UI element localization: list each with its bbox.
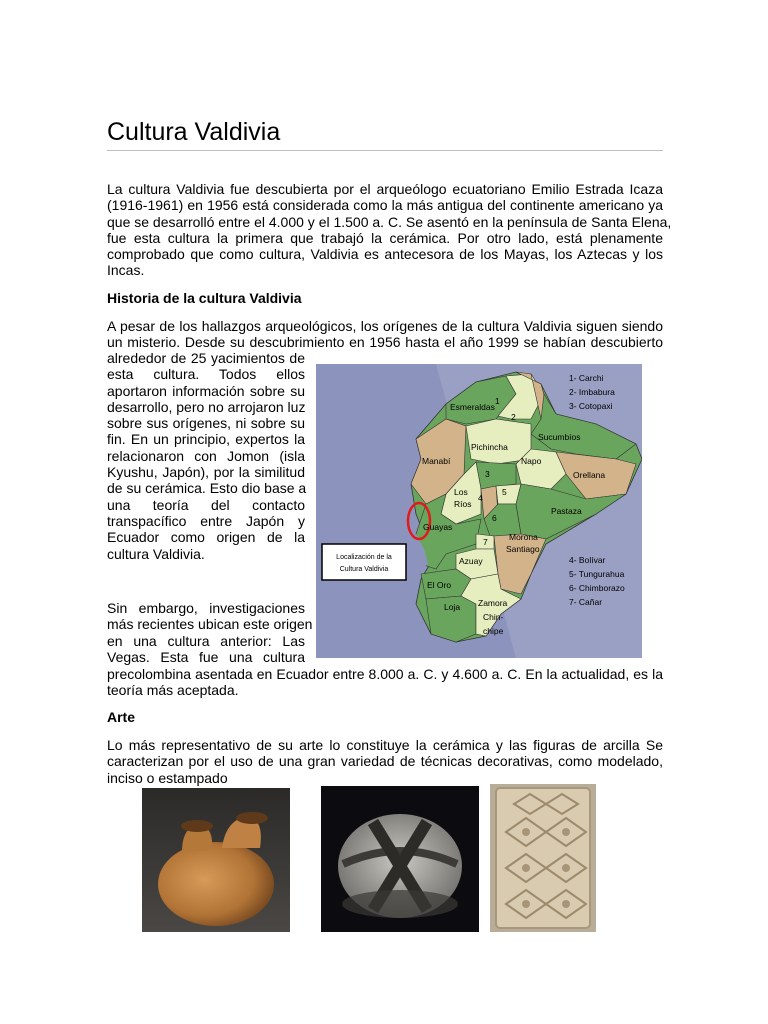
pottery-photo	[142, 788, 290, 932]
arte-line: caracterizan por el uso de una gran variedad de técnicas decorativas, como modelado,	[107, 753, 663, 770]
label-num-1: 1	[495, 396, 500, 406]
historia-line: sobre sus orígenes, ni sobre su	[107, 415, 305, 432]
historia-line: en una cultura anterior: Las	[107, 632, 305, 649]
label-loja: Loja	[444, 602, 461, 612]
legend-item: 1- Carchi	[569, 373, 604, 383]
historia-paragraph-end	[107, 666, 663, 699]
label-los-rios: Ríos	[454, 499, 472, 509]
page-title: Cultura Valdivia	[107, 118, 663, 151]
ecuador-map-graphic	[316, 364, 642, 658]
intro-line: fue esta cultura la primera que trabajó la cerámica. Por otro lado, está plenamente	[107, 229, 663, 246]
historia-heading: Historia de la cultura Valdivia	[107, 290, 302, 306]
historia-line: desarrollo, pero no arrojaron luz	[107, 398, 306, 415]
stamped-tablet-image	[490, 784, 596, 932]
historia-line: teoría más aceptada.	[107, 682, 239, 699]
historia-line: una teoría del contacto	[107, 496, 305, 513]
historia-wrap-text	[107, 350, 305, 562]
historia-line: más recientes ubican este origen	[107, 616, 313, 633]
legend-item: 2- Imbabura	[569, 387, 615, 397]
historia-line: cultura Valdivia.	[107, 545, 205, 562]
historia-line: transpacífico entre Japón y	[107, 512, 305, 529]
historia-line: Kyushu, Japón), por la similitud	[107, 464, 305, 481]
historia-line: precolombina asentada en Ecuador entre 8.000 a. C. y 4.600 a. C. En la actualidad, es la	[107, 666, 663, 682]
historia-line: aportaron información sobre su	[107, 382, 305, 399]
label-azuay: Azuay	[459, 556, 483, 566]
location-label-line: Cultura Valdivia	[339, 566, 389, 573]
historia-line: alrededor de 25 yacimientos de	[107, 350, 305, 366]
historia-line: fin. En un principio, expertos la	[107, 431, 305, 448]
intro-line: (1916-1961) en 1956 está considerada como la más antigua del continente americano ya	[107, 197, 663, 214]
historia-line: Sin embargo, investigaciones	[107, 600, 305, 616]
label-num-7: 7	[483, 537, 488, 547]
intro-line: La cultura Valdivia fue descubierta por el arqueólogo ecuatoriano Emilio Estrada Icaza	[107, 181, 663, 197]
label-napo: Napo	[521, 456, 542, 466]
label-morona-santiago: Morona	[509, 532, 538, 542]
historia-paragraph-top	[107, 318, 663, 351]
location-label-box	[322, 544, 406, 580]
label-guayas: Guayas	[423, 522, 453, 532]
label-pastaza: Pastaza	[551, 506, 582, 516]
intro-paragraph	[107, 181, 672, 279]
label-num-5: 5	[502, 487, 507, 497]
label-zamora: Chin-	[483, 612, 504, 622]
label-zamora: chipe	[483, 626, 504, 636]
arte-paragraph	[107, 737, 663, 786]
pottery-photo	[490, 784, 596, 932]
decorated-vessel-image	[321, 786, 479, 932]
label-zamora: Zamora	[478, 598, 508, 608]
legend-item: 3- Cotopaxi	[569, 401, 613, 411]
label-num-4: 4	[478, 493, 483, 503]
label-num-6: 6	[492, 513, 497, 523]
label-orellana: Orellana	[573, 470, 606, 480]
label-pichincha: Pichincha	[471, 442, 508, 452]
intro-line: Incas.	[107, 262, 145, 279]
clay-pot-image	[142, 788, 290, 932]
intro-line: que se desarrolló entre el 4.000 y el 1.500 a. C. Se asentó en la península de Santa Elena,	[107, 213, 672, 230]
arte-line: inciso o estampado	[107, 769, 228, 786]
label-esmeraldas: Esmeraldas	[450, 402, 495, 412]
historia-line: relacionaron con Jomon (isla	[107, 447, 305, 464]
label-los-rios: Los	[454, 487, 468, 497]
pottery-photo	[321, 786, 479, 932]
historia-wrap-text-2	[107, 600, 313, 665]
historia-line: un misterio. Desde su descubrimiento en 1956 hasta el año 1999 se habían descubierto	[107, 334, 663, 351]
legend-item: 5- Tungurahua	[569, 569, 625, 579]
label-morona-santiago: Santiago	[506, 544, 540, 554]
ecuador-map	[316, 364, 642, 658]
arte-line: Lo más representativo de su arte lo constituye la cerámica y las figuras de arcilla Se	[107, 737, 663, 753]
arte-heading: Arte	[107, 709, 136, 725]
label-num-2: 2	[511, 412, 516, 422]
intro-line: comprobado que como cultura, Valdivia es antecesora de los Mayas, los Aztecas y los	[107, 246, 663, 263]
historia-line: de su cerámica. Esto dio base a	[107, 480, 307, 497]
label-sucumbios: Sucumbíos	[538, 432, 581, 442]
label-num-3: 3	[485, 469, 490, 479]
label-el-oro: El Oro	[427, 580, 452, 590]
historia-line: A pesar de los hallazgos arqueológicos, los orígenes de la cultura Valdivia siguen siendo	[107, 318, 663, 334]
legend-item: 7- Cañar	[569, 597, 603, 607]
legend-item: 4- Bolívar	[569, 555, 606, 565]
historia-line: Vegas. Esta fue una cultura	[107, 648, 305, 665]
label-manabi: Manabí	[422, 456, 451, 466]
historia-line: esta cultura. Todos ellos	[107, 366, 305, 383]
historia-line: Ecuador como origen de la	[107, 529, 305, 546]
location-label-line: Localización de la	[336, 554, 392, 561]
legend-item: 6- Chimborazo	[569, 583, 625, 593]
